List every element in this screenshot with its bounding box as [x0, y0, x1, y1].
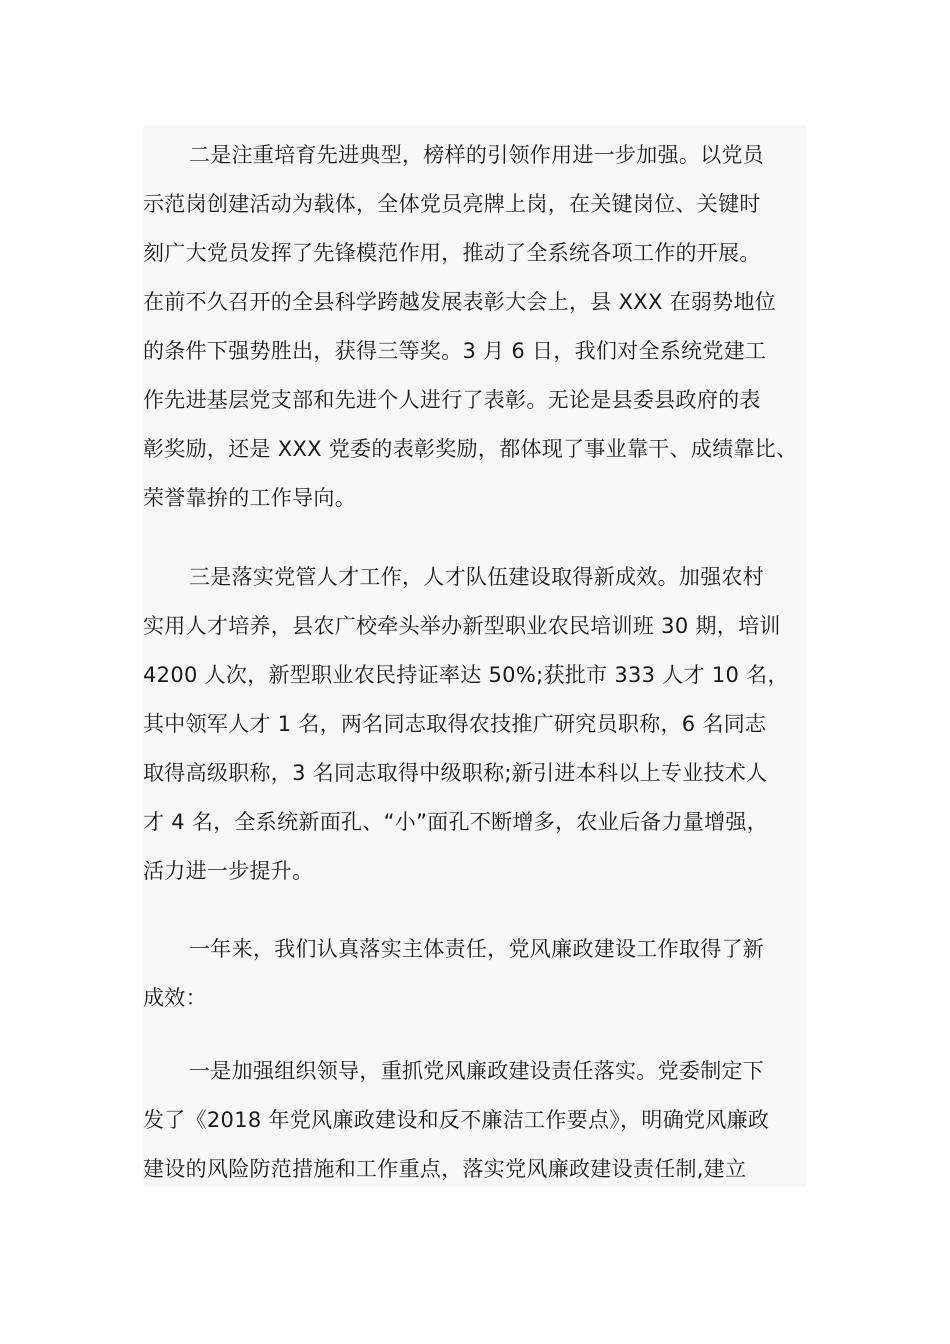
paragraph-integrity-intro	[143, 925, 764, 1023]
text-line: 作先进基层党支部和先进个人进行了表彰。无论是县委县政府的表	[143, 388, 761, 412]
text-line: 发了《2018 年党风廉政建设和反不廉洁工作要点》，明确党风廉政	[143, 1108, 770, 1132]
text-line: 荣誉靠拚的工作导向。	[143, 486, 356, 510]
text-line: 其中领军人才 1 名，两名同志取得农技推广研究员职称，6 名同志	[143, 712, 767, 736]
text-line: 二是注重培育先进典型，榜样的引领作用进一步加强。以党员	[189, 143, 765, 167]
text-line: 才 4 名，全系统新面孔、“小”面孔不断增多，农业后备力量增强，	[143, 810, 769, 834]
document-page	[143, 125, 806, 1187]
text-line: 取得高级职称，3 名同志取得中级职称;新引进本科以上专业技术人	[143, 761, 768, 785]
text-line: 彰奖励，还是 XXX 党委的表彰奖励，都体现了事业靠干、成绩靠比、	[143, 437, 798, 461]
text-line: 成效：	[143, 986, 207, 1010]
text-line: 在前不久召开的全县科学跨越发展表彰大会上，县 XXX 在弱势地位	[143, 290, 777, 314]
text-line: 刻广大党员发挥了先锋模范作用，推动了全系统各项工作的开展。	[143, 241, 761, 265]
text-line: 实用人才培养，县农广校牵头举办新型职业农民培训班 30 期，培训	[143, 614, 781, 638]
paragraph-talent-work	[143, 553, 789, 896]
text-line: 4200 人次，新型职业农民持证率达 50%;获批市 333 人才 10 名，	[143, 663, 789, 687]
text-line: 的条件下强势胜出，获得三等奖。3 月 6 日，我们对全系统党建工	[143, 339, 767, 363]
text-line: 建设的风险防范措施和工作重点，落实党风廉政建设责任制,建立	[143, 1157, 747, 1181]
text-line: 示范岗创建活动为载体，全体党员亮牌上岗，在关键岗位、关键时	[143, 192, 761, 216]
paragraph-organization-leadership	[143, 1047, 769, 1187]
text-line: 三是落实党管人才工作，人才队伍建设取得新成效。加强农村	[189, 565, 765, 589]
paragraph-advanced-models	[143, 131, 797, 523]
text-line: 活力进一步提升。	[143, 859, 314, 883]
text-line: 一是加强组织领导，重抓党风廉政建设责任落实。党委制定下	[189, 1059, 765, 1083]
text-line: 一年来，我们认真落实主体责任，党风廉政建设工作取得了新	[189, 937, 765, 961]
